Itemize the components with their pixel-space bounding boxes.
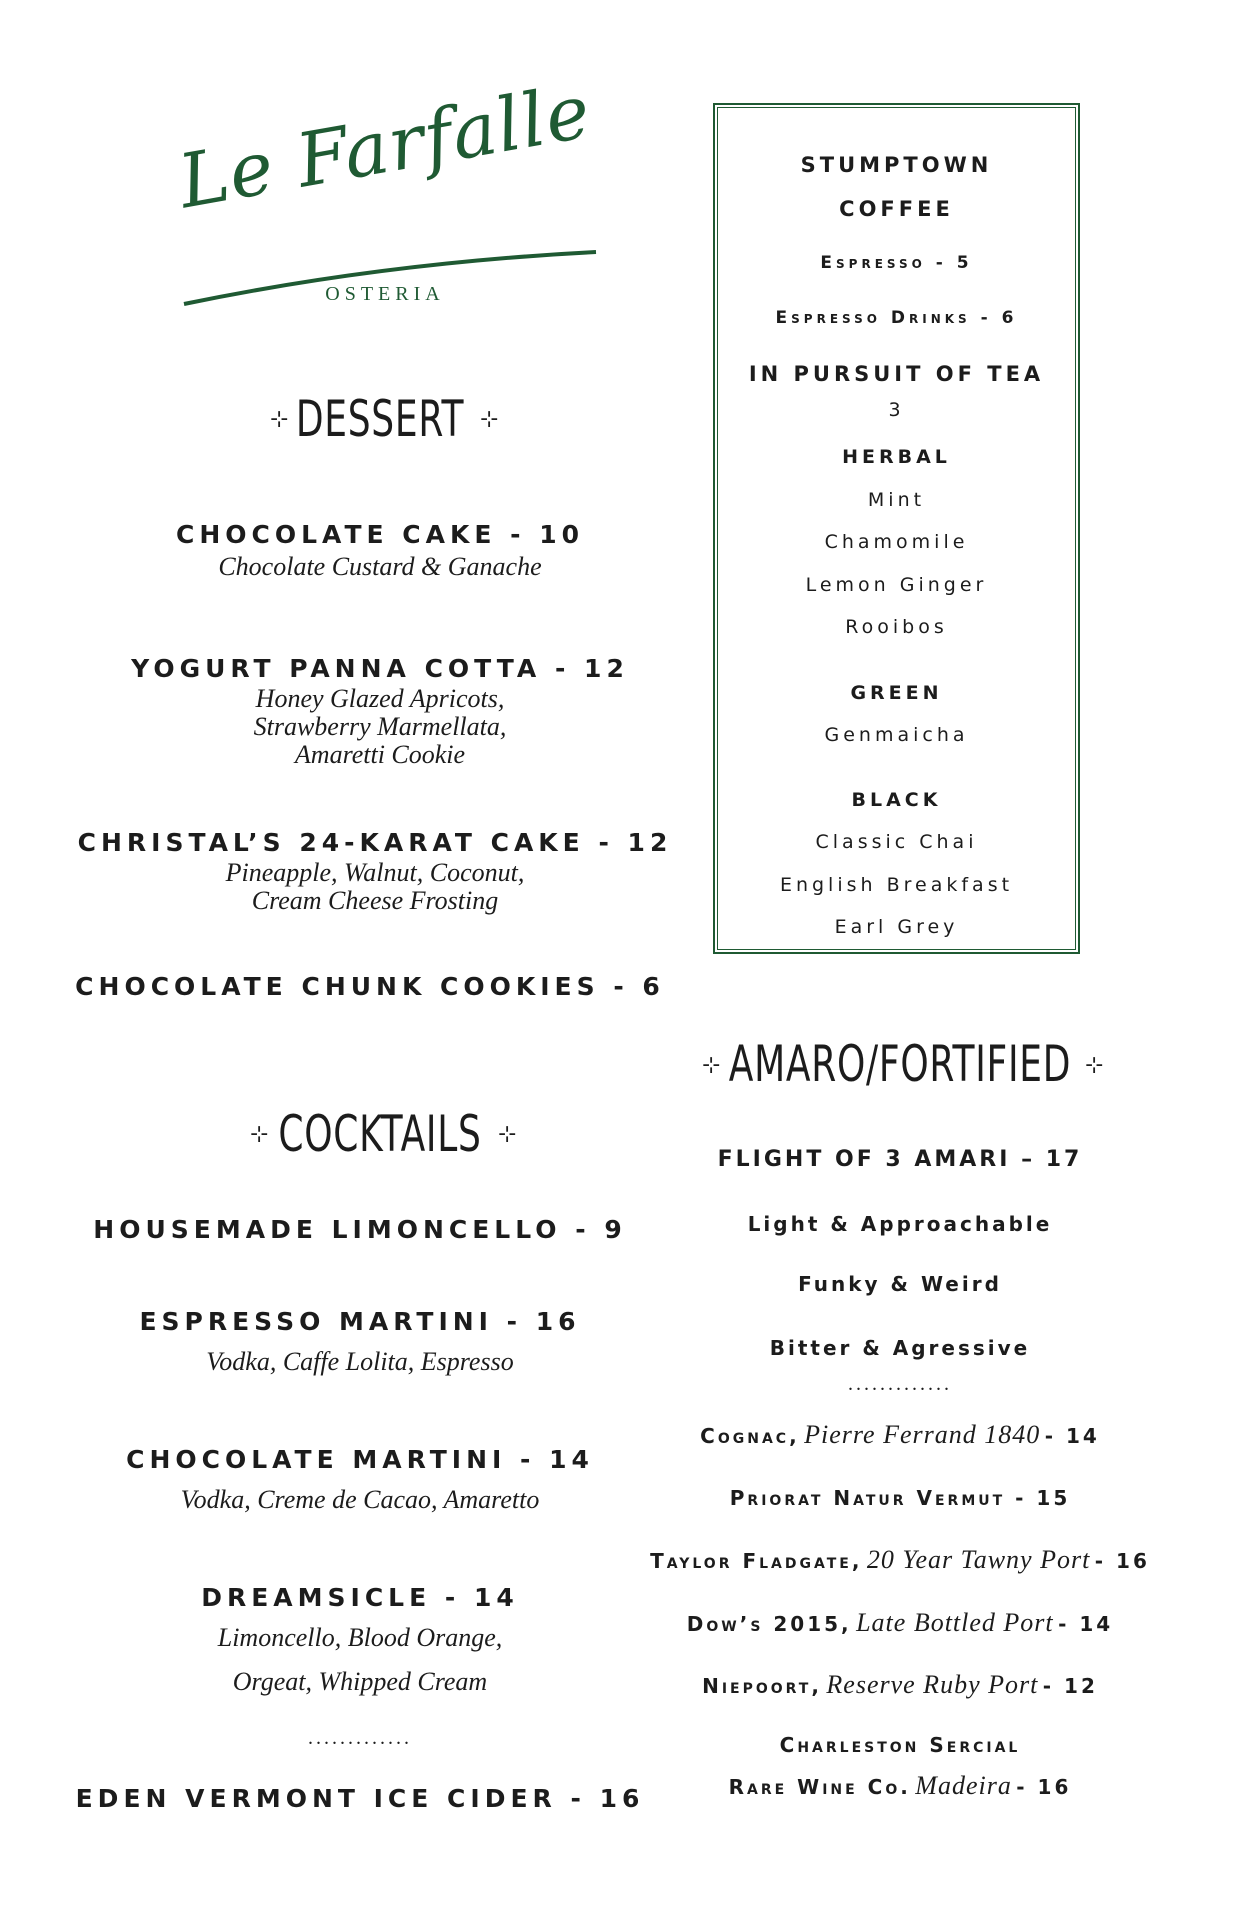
item-style: Late Bottled Port	[856, 1608, 1054, 1637]
item-price: - 14	[1044, 1424, 1100, 1448]
brand-logo	[160, 68, 610, 320]
ornament-icon: ⊹	[480, 407, 499, 432]
flight-option: Light & Approachable	[747, 1212, 1053, 1236]
item-name: CHRISTAL’S 24-KARAT CAKE - 12	[77, 828, 673, 857]
item-style: Pierre Ferrand 1840	[804, 1420, 1041, 1449]
dessert-item	[80, 654, 680, 769]
item-desc: Chocolate Custard & Ganache	[218, 552, 542, 581]
brand-sub: OSTERIA	[325, 283, 445, 305]
dessert-item	[60, 972, 680, 1001]
item-desc: Pineapple, Walnut, Coconut,	[225, 858, 525, 887]
tea-item: Mint	[867, 489, 926, 511]
espresso-drinks-item: Espresso Drinks - 6	[775, 308, 1018, 328]
dessert-heading	[230, 380, 530, 460]
espresso-item: Espresso - 5	[820, 253, 973, 273]
item-name: YOGURT PANNA COTTA - 12	[131, 654, 629, 683]
item-name: CHOCOLATE CAKE - 10	[175, 520, 584, 549]
fortified-item	[620, 1670, 1180, 1700]
item-name: Rare Wine Co.	[728, 1775, 911, 1799]
separator-dots: .............	[848, 1373, 952, 1395]
item-desc: Honey Glazed Apricots,	[255, 684, 505, 713]
item-desc: Amaretti Cookie	[294, 740, 466, 769]
ornament-icon: ⊹	[250, 1122, 269, 1147]
coffee-heading: STUMPTOWN	[800, 153, 993, 177]
item-desc: Orgeat, Whipped Cream	[232, 1667, 488, 1696]
item-style: 20 Year Tawny Port	[866, 1545, 1091, 1574]
tea-item: Chamomile	[824, 531, 969, 553]
item-desc: Vodka, Caffe Lolita, Espresso	[206, 1347, 514, 1376]
item-name: CHOCOLATE CHUNK COOKIES - 6	[75, 972, 665, 1001]
ornament-icon: ⊹	[498, 1122, 517, 1147]
item-style: Madeira	[915, 1771, 1012, 1800]
item-desc: Vodka, Creme de Cacao, Amaretto	[180, 1485, 540, 1514]
green-label: GREEN	[850, 682, 943, 704]
dessert-title: DESSERT	[295, 390, 465, 448]
item-price: - 14	[1058, 1612, 1114, 1636]
coffee-tea-box	[713, 103, 1080, 954]
fortified-item	[620, 1733, 1180, 1801]
cocktails-heading	[230, 1095, 530, 1175]
amaro-heading	[700, 1025, 1104, 1105]
cocktail-item	[60, 1307, 660, 1376]
item-style: Reserve Ruby Port	[826, 1670, 1039, 1699]
tea-heading: IN PURSUIT OF TEA	[748, 362, 1045, 386]
tea-item: Rooibos	[845, 616, 948, 638]
brand-name: Le Farfalle	[172, 68, 598, 226]
separator-dots: .............	[308, 1727, 412, 1749]
herbal-label: HERBAL	[842, 446, 951, 468]
tea-item: Genmaicha	[824, 724, 969, 746]
item-name: Taylor Fladgate,	[650, 1549, 863, 1573]
fortified-item	[600, 1545, 1200, 1575]
item-desc: Limoncello, Blood Orange,	[217, 1623, 503, 1652]
item-name: HOUSEMADE LIMONCELLO - 9	[93, 1215, 627, 1244]
fortified-item	[620, 1420, 1180, 1450]
tea-item: English Breakfast	[779, 874, 1014, 896]
cocktail-item	[60, 1583, 660, 1696]
tea-item: Earl Grey	[834, 916, 959, 938]
flight-item: FLIGHT OF 3 AMARI – 17	[717, 1147, 1083, 1172]
item-name: DREAMSICLE - 14	[201, 1583, 519, 1612]
item-desc: Cream Cheese Frosting	[251, 886, 499, 915]
item-name: Charleston Sercial	[779, 1733, 1021, 1757]
flight-option: Bitter & Agressive	[769, 1336, 1031, 1360]
cocktails-title: COCKTAILS	[278, 1105, 482, 1163]
flight-option: Funky & Weird	[798, 1272, 1002, 1296]
item-name: Priorat Natur Vermut - 15	[729, 1486, 1071, 1510]
ornament-icon: ⊹	[270, 407, 289, 432]
item-name: CHOCOLATE MARTINI - 14	[126, 1445, 594, 1474]
dessert-item	[80, 520, 680, 581]
ornament-icon: ⊹	[1085, 1053, 1104, 1078]
item-name: Dow’s 2015,	[686, 1612, 852, 1636]
amaro-title: AMARO/FORTIFIED	[728, 1035, 1072, 1093]
ornament-icon: ⊹	[702, 1053, 721, 1078]
tea-item: Classic Chai	[815, 831, 978, 853]
black-label: BLACK	[851, 789, 942, 811]
cocktail-item	[60, 1784, 660, 1813]
dessert-item	[70, 828, 680, 915]
cocktail-item	[60, 1445, 660, 1514]
item-desc: Strawberry Marmellata,	[253, 712, 507, 741]
item-price: - 12	[1042, 1674, 1098, 1698]
item-name: ESPRESSO MARTINI - 16	[139, 1307, 581, 1336]
fortified-item	[620, 1608, 1180, 1638]
tea-price: 3	[888, 399, 905, 421]
fortified-item	[620, 1486, 1180, 1510]
item-name: Cognac,	[700, 1424, 800, 1448]
cocktail-item	[60, 1215, 660, 1244]
tea-item: Lemon Ginger	[805, 574, 988, 596]
coffee-heading: COFFEE	[839, 197, 954, 221]
item-name: Niepoort,	[702, 1674, 822, 1698]
item-price: - 16	[1016, 1775, 1072, 1799]
item-price: - 16	[1094, 1549, 1150, 1573]
item-name: EDEN VERMONT ICE CIDER - 16	[75, 1784, 645, 1813]
